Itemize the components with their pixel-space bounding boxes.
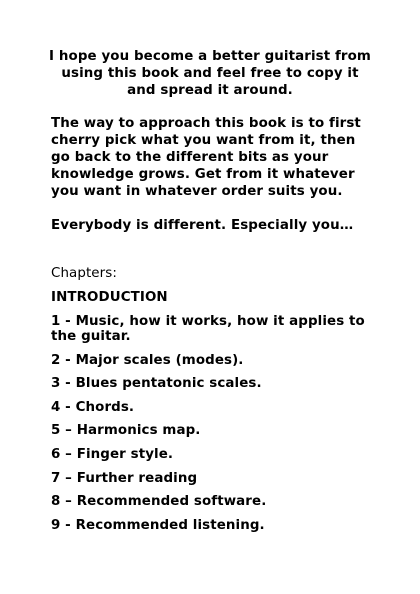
chapter-item-7: 7 – Further reading xyxy=(51,470,198,486)
chapter-item-8: 8 – Recommended software. xyxy=(51,494,267,510)
chapter-item-introduction: INTRODUCTION xyxy=(51,290,168,305)
intro-paragraph: I hope you become a better guitarist from using this book and feel free to copy it and spread it around. xyxy=(49,49,371,98)
chapter-item-5: 5 – Harmonics map. xyxy=(51,423,201,439)
chapter-item-4: 4 - Chords. xyxy=(51,399,135,415)
everybody-paragraph: Everybody is different. Especially you… xyxy=(51,218,354,233)
chapter-list xyxy=(51,290,371,541)
chapter-item-1: 1 - Music, how it works, how it applies to the guitar. xyxy=(51,313,365,344)
chapter-item-9: 9 - Recommended listening. xyxy=(51,517,265,533)
chapter-item-6: 6 – Finger style. xyxy=(51,446,174,462)
chapter-item-2: 2 - Major scales (modes). xyxy=(51,352,244,368)
approach-paragraph: The way to approach this book is to first cherry pick what you want from it, then go back to the different bits as your knowledge grows. Get from it whatever you want in whatever order suits you. xyxy=(51,116,361,199)
chapters-heading: Chapters: xyxy=(51,266,117,281)
chapter-item-3: 3 - Blues pentatonic scales. xyxy=(51,376,262,392)
